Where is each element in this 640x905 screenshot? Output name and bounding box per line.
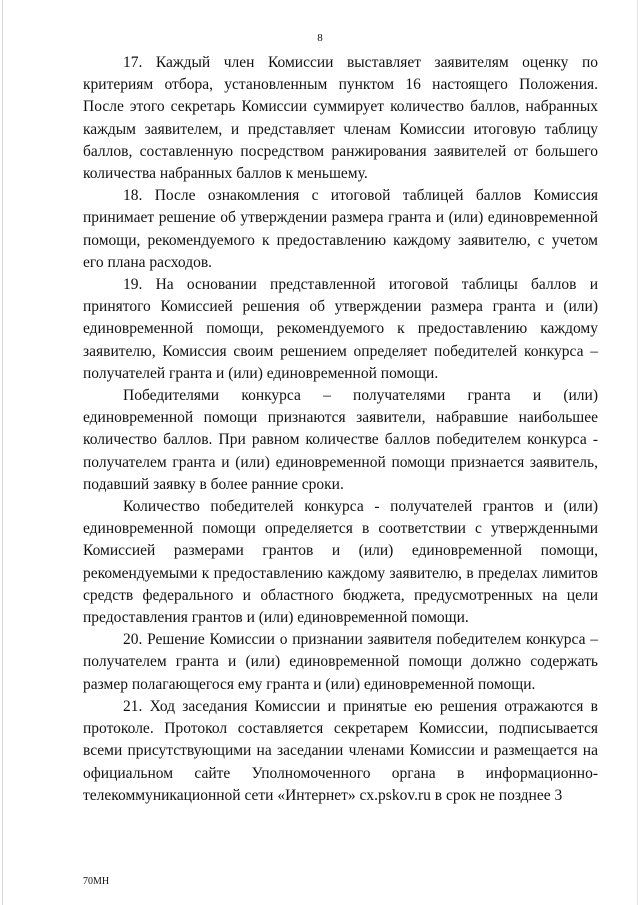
paragraph-winner-count: Количество победителей конкурса - получателей грантов и (или) единовременной помощи определяется в соответствии с утвержденными Комиссией размерами грантов и (или) единовременной помощи, рекомендуемыми к предоставлению каждому заявителю, в пределах лимитов средств федерального и областного бюджета, предусмотренных на цели предоставления грантов и (или) единовременной помощи. [83, 498, 598, 627]
paragraph-17: 17. Каждый член Комиссии выставляет заявителям оценку по критериям отбора, установленным пунктом 16 настоящего Положения. После этого секретарь Комиссии суммирует количество баллов, набранных каждым заявителем, и представляет членам Комиссии итоговую таблицу баллов, составленную посредством ранжирования заявителей от большего количества набранных баллов к меньшему. [83, 54, 598, 183]
paragraph-19: 19. На основании представленной итоговой таблицы баллов и принятого Комиссией решения об утверждении размера гранта и (или) единовременной помощи, рекомендуемого к предоставлению каждому заявителю, Комиссия своим решением определяет победителей конкурса – получателей гранта и (или) единовременной помощи. [83, 276, 598, 382]
document-body [83, 52, 598, 807]
paragraph-21: 21. Ход заседания Комиссии и принятые ею решения отражаются в протоколе. Протокол составляется секретарем Комиссии, подписывается всеми присутствующими на заседании членами Комиссии и размещается на официальном сайте Уполномоченного органа в информационно-телекоммуникационной сети «Интернет» cx.pskov.ru в срок не позднее 3 [83, 697, 598, 804]
paragraph-winners: Победителями конкурса – получателями гранта и (или) единовременной помощи признаются заявители, набравшие наибольшее количество баллов. При равном количестве баллов победителем конкурса - получателем гранта и (или) единовременной помощи признается заявитель, подавший заявку в более ранние сроки. [83, 387, 598, 493]
scan-edge-left [2, 0, 3, 905]
page-number: 8 [317, 32, 323, 44]
scan-edge-right [637, 0, 638, 905]
paragraph-18: 18. После ознакомления с итоговой таблицей баллов Комиссия принимает решение об утверждении размера гранта и (или) единовременной помощи, рекомендуемого к предоставлению каждому заявителю, с учетом его плана расходов. [83, 187, 598, 271]
paragraph-20: 20. Решение Комиссии о признании заявителя победителем конкурса – получателем гранта и (или) единовременной помощи должно содержать размер полагающегося ему гранта и (или) единовременной помощи. [83, 631, 598, 693]
footer-code: 70МН [83, 876, 110, 887]
